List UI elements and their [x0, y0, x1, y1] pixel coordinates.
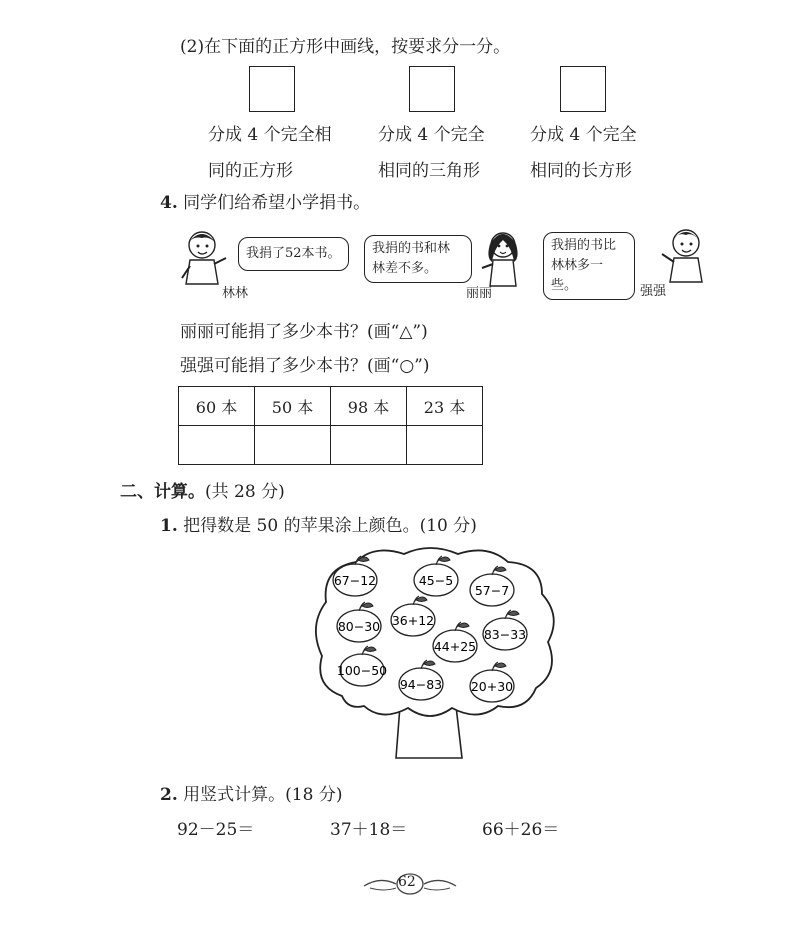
part2-instruction: (2)在下面的正方形中画线，按要求分一分。	[180, 37, 511, 57]
question-lili: 丽丽可能捐了多少本书？(画“△”)	[180, 322, 428, 342]
kid-name-lili: 丽丽	[466, 286, 493, 301]
page-number: 62	[398, 874, 416, 890]
apple-expression: 100−50	[336, 663, 388, 678]
kid-name-linlin: 林林	[222, 286, 249, 301]
question-2-title: 2. 用竖式计算。(18 分)	[160, 785, 343, 805]
boy-linlin-illustration	[178, 228, 228, 290]
apple-expression: 83−33	[483, 627, 527, 642]
draw-square-1[interactable]	[249, 66, 295, 112]
boy-qiangqiang-illustration	[660, 226, 712, 288]
answer-cell[interactable]	[179, 426, 255, 465]
square-caption-3: 分成 4 个完全 相同的长方形	[530, 125, 637, 181]
table-header-cell: 23 本	[407, 387, 483, 426]
section-2-heading: 二、计算。(共 28 分)	[120, 482, 285, 502]
speech-bubble-lili: 我捐的书和林 林差不多。	[364, 235, 472, 283]
apple-expression: 45−5	[418, 573, 454, 588]
answer-cell[interactable]	[331, 426, 407, 465]
apple-expression: 36+12	[391, 613, 435, 628]
apple-expression: 94−83	[399, 677, 443, 692]
apple-expression: 80−30	[337, 619, 381, 634]
table-header-cell: 60 本	[179, 387, 255, 426]
square-caption-1: 分成 4 个完全相 同的正方形	[208, 125, 332, 181]
kid-name-qiangqiang: 强强	[640, 284, 667, 299]
speech-bubble-linlin: 我捐了52本书。	[238, 237, 349, 271]
calc-expr-1: 92－25＝	[177, 820, 255, 840]
question-4-title: 4. 同学们给希望小学捐书。	[160, 193, 371, 213]
apple-expression: 44+25	[433, 639, 477, 654]
girl-lili-illustration	[478, 228, 528, 290]
answer-cell[interactable]	[407, 426, 483, 465]
speech-bubble-qiangqiang: 我捐的书比 林林多一些。	[543, 232, 635, 300]
calc-expr-2: 37＋18＝	[330, 820, 408, 840]
answer-cell[interactable]	[255, 426, 331, 465]
apple-tree-illustration	[312, 546, 560, 761]
answer-table	[178, 386, 483, 465]
draw-square-2[interactable]	[409, 66, 455, 112]
apple-expression: 20+30	[470, 679, 514, 694]
calc-expr-3: 66＋26＝	[482, 820, 560, 840]
table-header-row	[179, 387, 483, 426]
apple-expression: 57−7	[474, 583, 510, 598]
apple-expression: 67−12	[333, 573, 377, 588]
table-header-cell: 98 本	[331, 387, 407, 426]
draw-square-3[interactable]	[560, 66, 606, 112]
table-answer-row	[179, 426, 483, 465]
question-qiangqiang: 强强可能捐了多少本书？(画“○”)	[180, 356, 430, 376]
question-1-title: 1. 把得数是 50 的苹果涂上颜色。(10 分)	[160, 516, 477, 536]
square-caption-2: 分成 4 个完全 相同的三角形	[378, 125, 485, 181]
table-header-cell: 50 本	[255, 387, 331, 426]
